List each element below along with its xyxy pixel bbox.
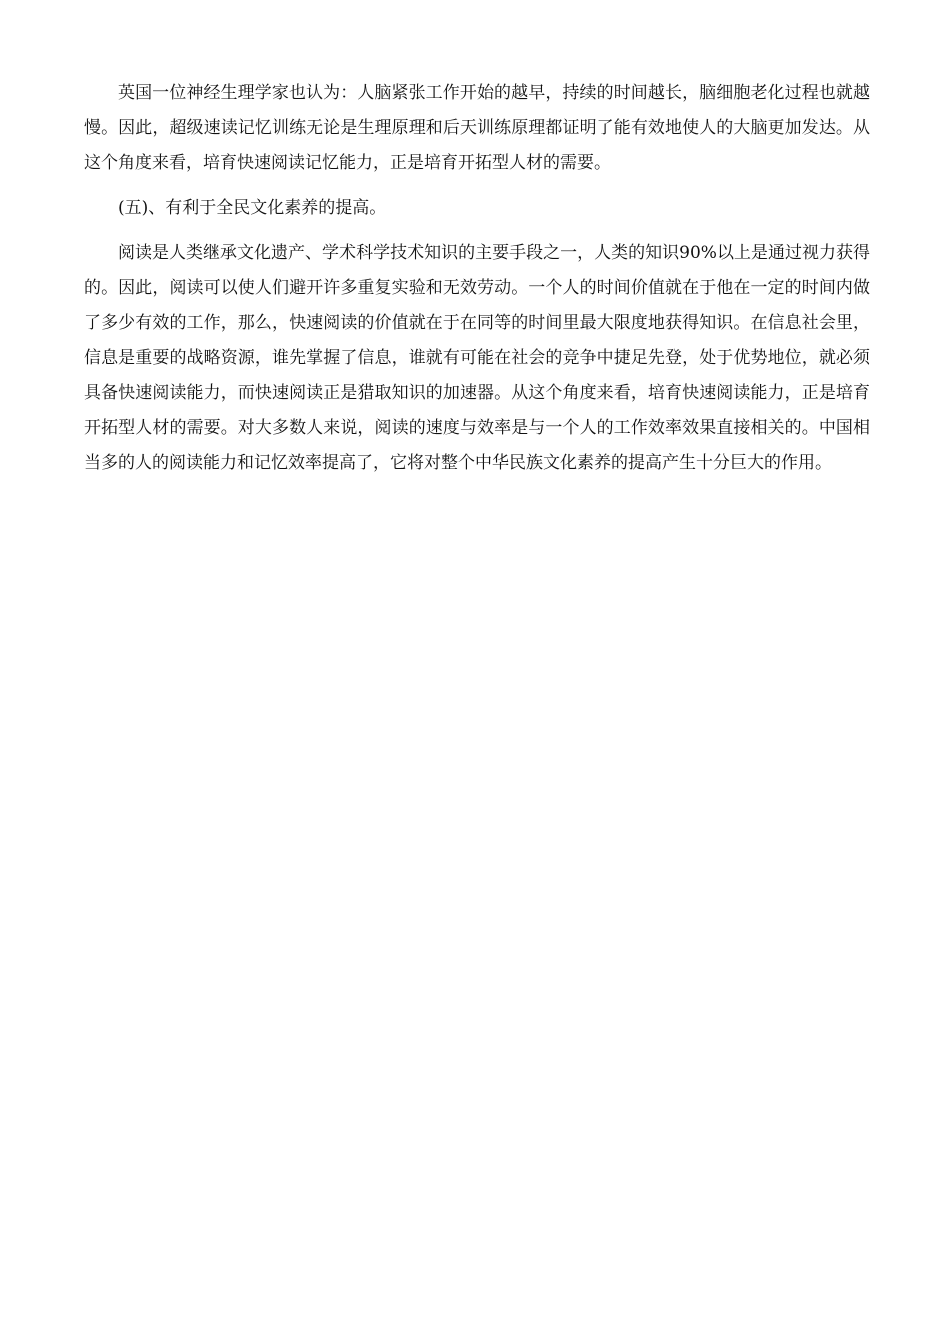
section-heading-five: (五)、有利于全民文化素养的提高。	[118, 198, 387, 218]
paragraph-neuroscience: 英国一位神经生理学家也认为：人脑紧张工作开始的越早，持续的时间越长，脑细胞老化过程也就越慢。因此，超级速读记忆训练无论是生理原理和后天训练原理都证明了能有效地使人的大脑更加发达。从这个角度来看，培育快速阅读记忆能力，正是培育开拓型人材的需要。	[84, 83, 870, 173]
paragraph-reading: 阅读是人类继承文化遗产、学术科学技术知识的主要手段之一，人类的知识90%以上是通过视力获得的。因此，阅读可以使人们避开许多重复实验和无效劳动。一个人的时间价值就在于他在一定的时间内做了多少有效的工作，那么，快速阅读的价值就在于在同等的时间里最大限度地获得知识。在信息社会里，信息是重要的战略资源，谁先掌握了信息，谁就有可能在社会的竞争中捷足先登，处于优势地位，就必须具备快速阅读能力，而快速阅读正是猎取知识的加速器。从这个角度来看，培育快速阅读能力，正是培育开拓型人材的需要。对大多数人来说，阅读的速度与效率是与一个人的工作效率效果直接相关的。中国相当多的人的阅读能力和记忆效率提高了，它将对整个中华民族文化素养的提高产生十分巨大的作用。	[84, 243, 870, 473]
document-page	[84, 76, 870, 491]
